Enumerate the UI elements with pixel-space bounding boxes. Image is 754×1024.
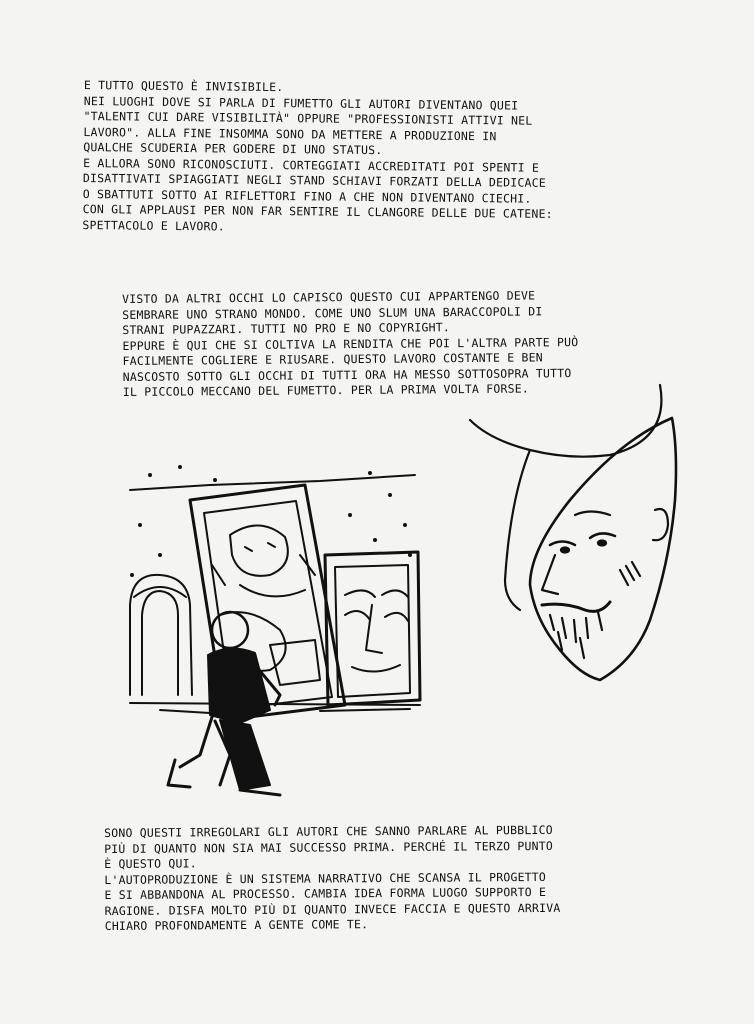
- text-line: DISATTIVATI SPIAGGIATI NEGLI STAND SCHIAVI FORZATI DELLA DEDICACE: [82, 170, 547, 190]
- text-line: SPETTACOLO E LAVORO.: [82, 217, 226, 233]
- text-line: SEMBRARE UNO STRANO MONDO. COME UNO SLUM UNA BARACCOPOLI DI: [122, 303, 543, 322]
- text-block-1: [82, 78, 644, 239]
- text-line: STRANI PUPAZZARI. TUTTI NO PRO E NO COPYRIGHT.: [122, 320, 451, 337]
- text-line: CHIARO PROFONDAMENTE A GENTE COME TE.: [104, 917, 369, 933]
- text-line: O SBATTUTI SOTTO AI RIFLETTORI FINO A CHE NON DIVENTANO CIECHI.: [82, 186, 532, 206]
- text-line: SONO QUESTI IRREGOLARI GLI AUTORI CHE SANNO PARLARE AL PUBBLICO: [104, 822, 553, 840]
- text-line: RAGIONE. DISFA MOLTO PIÙ DI QUANTO INVECE FACCIA E QUESTO ARRIVA: [104, 900, 561, 918]
- text-line: È QUESTO QUI.: [104, 856, 197, 871]
- text-line: NASCOSTO SOTTO GLI OCCHI DI TUTTI ORA HA MESSO SOTTOSOPRA TUTTO: [122, 365, 572, 384]
- text-line: NEI LUOGHI DOVE SI PARLA DI FUMETTO GLI AUTORI DIVENTANO QUEI: [83, 93, 519, 113]
- text-line: VISTO DA ALTRI OCCHI LO CAPISCO QUESTO CUI APPARTENGO DEVE: [122, 288, 536, 306]
- stall-illustration: [120, 455, 430, 815]
- text-line: "TALENTI CUI DARE VISIBILITÀ" OPPURE "PROFESSIONISTI ATTIVI NEL: [83, 108, 533, 128]
- text-line: CON GLI APPLAUSI PER NON FAR SENTIRE IL CLANGORE DELLE DUE CATENE:: [82, 201, 553, 221]
- text-line: EPPURE È QUI CHE SI COLTIVA LA RENDITA CHE POI L'ALTRA PARTE PUÒ: [122, 334, 579, 353]
- text-line: QUALCHE SCUDERIA PER GODERE DI UNO STATUS.: [83, 139, 383, 158]
- text-line: E SI ABBANDONA AL PROCESSO. CAMBIA IDEA FORMA LUOGO SUPPORTO E: [104, 884, 547, 902]
- text-line: E ALLORA SONO RICONOSCIUTI. CORTEGGIATI ACCREDITATI POI SPENTI E: [83, 155, 540, 175]
- text-line: E TUTTO QUESTO È INVISIBILE.: [83, 78, 284, 95]
- text-line: PIÙ DI QUANTO NON SIA MAI SUCCESSO PRIMA. PERCHÉ IL TERZO PUNTO: [104, 838, 553, 856]
- text-line: FACILMENTE COGLIERE E RIUSARE. QUESTO LAVORO COSTANTE E BEN: [122, 350, 543, 368]
- face-portrait-illustration: [450, 380, 690, 700]
- text-block-3: [104, 822, 625, 934]
- text-line: IL PICCOLO MECCANO DEL FUMETTO. PER LA PRIMA VOLTA FORSE.: [122, 381, 529, 399]
- text-line: LAVORO". ALLA FINE INSOMMA SONO DA METTERE A PRODUZIONE IN: [83, 124, 497, 143]
- text-line: L'AUTOPRODUZIONE È UN SISTEMA NARRATIVO CHE SCANSA IL PROGETTO: [104, 869, 547, 887]
